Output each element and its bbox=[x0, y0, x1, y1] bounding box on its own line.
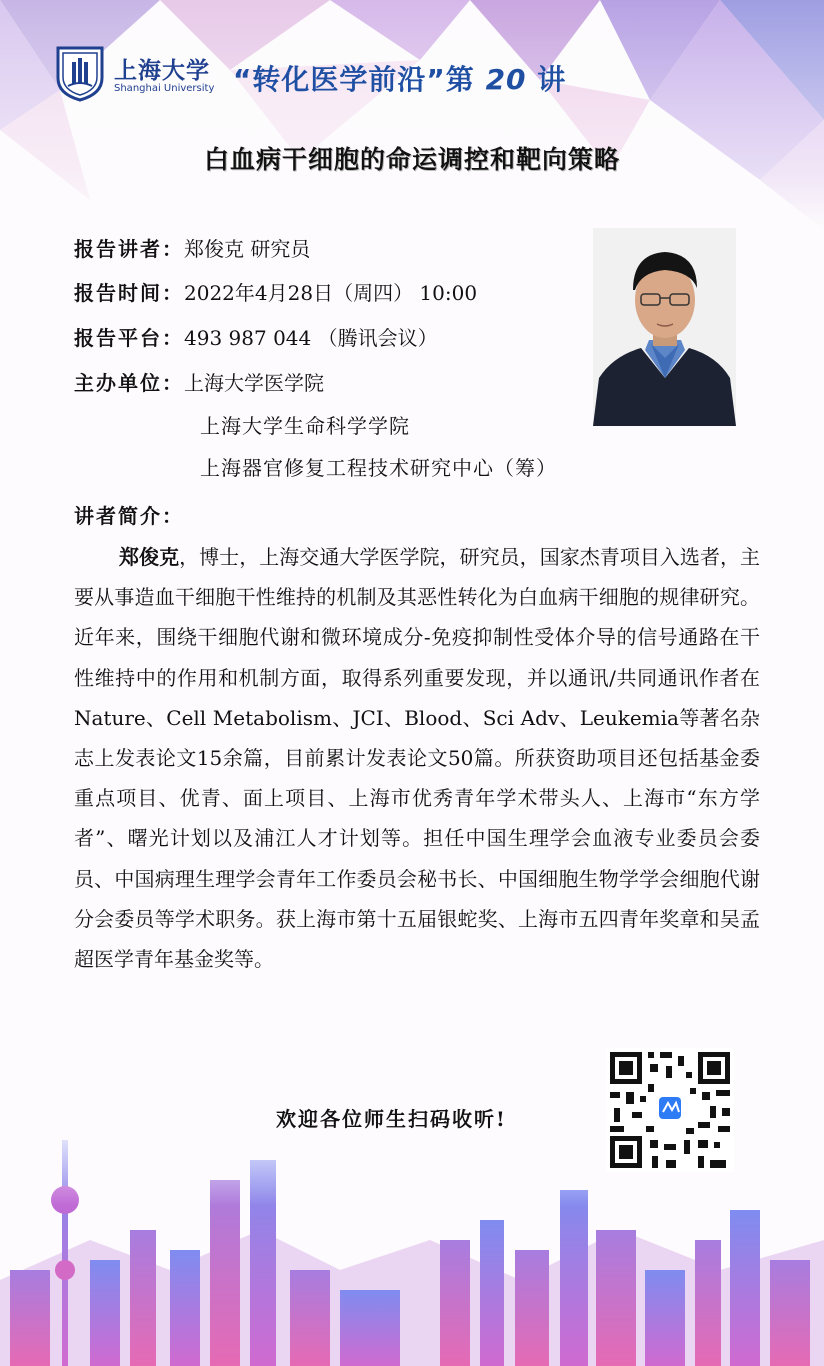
bio-text: ，博士，上海交通大学医学院，研究员，国家杰青项目入选者，主要从事造血干细胞干性维持的机制及其恶性转化为白血病干细胞的规律研究。近年来，围绕干细胞代谢和微环境成分-免疫抑制性受体介导的信号通路在干性维持中的作用和机制方面，取得系列重要发现，并以通讯/共同通讯作者在Nature、Cell Metabolism、JCI、Blood、Sci Adv、Leukemia等著名杂志上发表论文15余篇，目前累计发表论文50篇。所获资助项目还包括基金委重点项目、优青、面上项目、上海市优秀青年学术带头人、上海市“东方学者”、曙光计划以及浦江人才计划等。担任中国生理学会血液专业委员会委员、中国病理生理学会青年工作委员会秘书长、中国细胞生物学学会细胞代谢分会委员等学术职务。获上海市第十五届银蛇奖、上海市五四青年奖章和吴孟超医学青年基金奖等。 bbox=[74, 545, 761, 972]
university-name-cn: 上海大学 bbox=[114, 57, 210, 84]
series-number: 20 bbox=[485, 63, 527, 96]
university-name-en: Shanghai University bbox=[114, 83, 215, 94]
speaker-value: 郑俊克 研究员 bbox=[184, 237, 311, 261]
lecture-title: 白血病干细胞的命运调控和靶向策略 bbox=[203, 145, 620, 174]
bio-heading: 讲者简介： bbox=[74, 504, 184, 528]
lecture-series-title bbox=[233, 58, 566, 98]
platform-row bbox=[74, 325, 438, 351]
welcome-text: 欢迎各位师生扫码收听! bbox=[276, 1107, 507, 1131]
bio-name: 郑俊克 bbox=[119, 545, 180, 569]
bio-body bbox=[74, 537, 760, 979]
host-row bbox=[74, 370, 324, 396]
host-item: 上海大学医学院 bbox=[184, 371, 324, 395]
time-row bbox=[74, 280, 477, 306]
series-suffix: 讲 bbox=[537, 63, 567, 96]
platform-label: 报告平台： bbox=[74, 326, 184, 350]
speaker-label: 报告讲者： bbox=[74, 237, 184, 261]
speaker-photo bbox=[593, 228, 736, 426]
host-label: 主办单位： bbox=[74, 371, 184, 395]
time-value: 2022年4月28日（周四） 10:00 bbox=[184, 281, 478, 305]
university-logo bbox=[54, 44, 106, 102]
host-item: 上海大学生命科学学院 bbox=[200, 414, 410, 438]
series-prefix: “转化医学前沿”第 bbox=[233, 63, 475, 96]
time-label: 报告时间： bbox=[74, 281, 184, 305]
qr-code[interactable] bbox=[606, 1048, 734, 1172]
header-background bbox=[0, 0, 824, 230]
speaker-row bbox=[74, 236, 310, 262]
platform-value: 493 987 044 （腾讯会议） bbox=[184, 326, 438, 350]
host-item: 上海器官修复工程技术研究中心（筹） bbox=[200, 456, 557, 480]
